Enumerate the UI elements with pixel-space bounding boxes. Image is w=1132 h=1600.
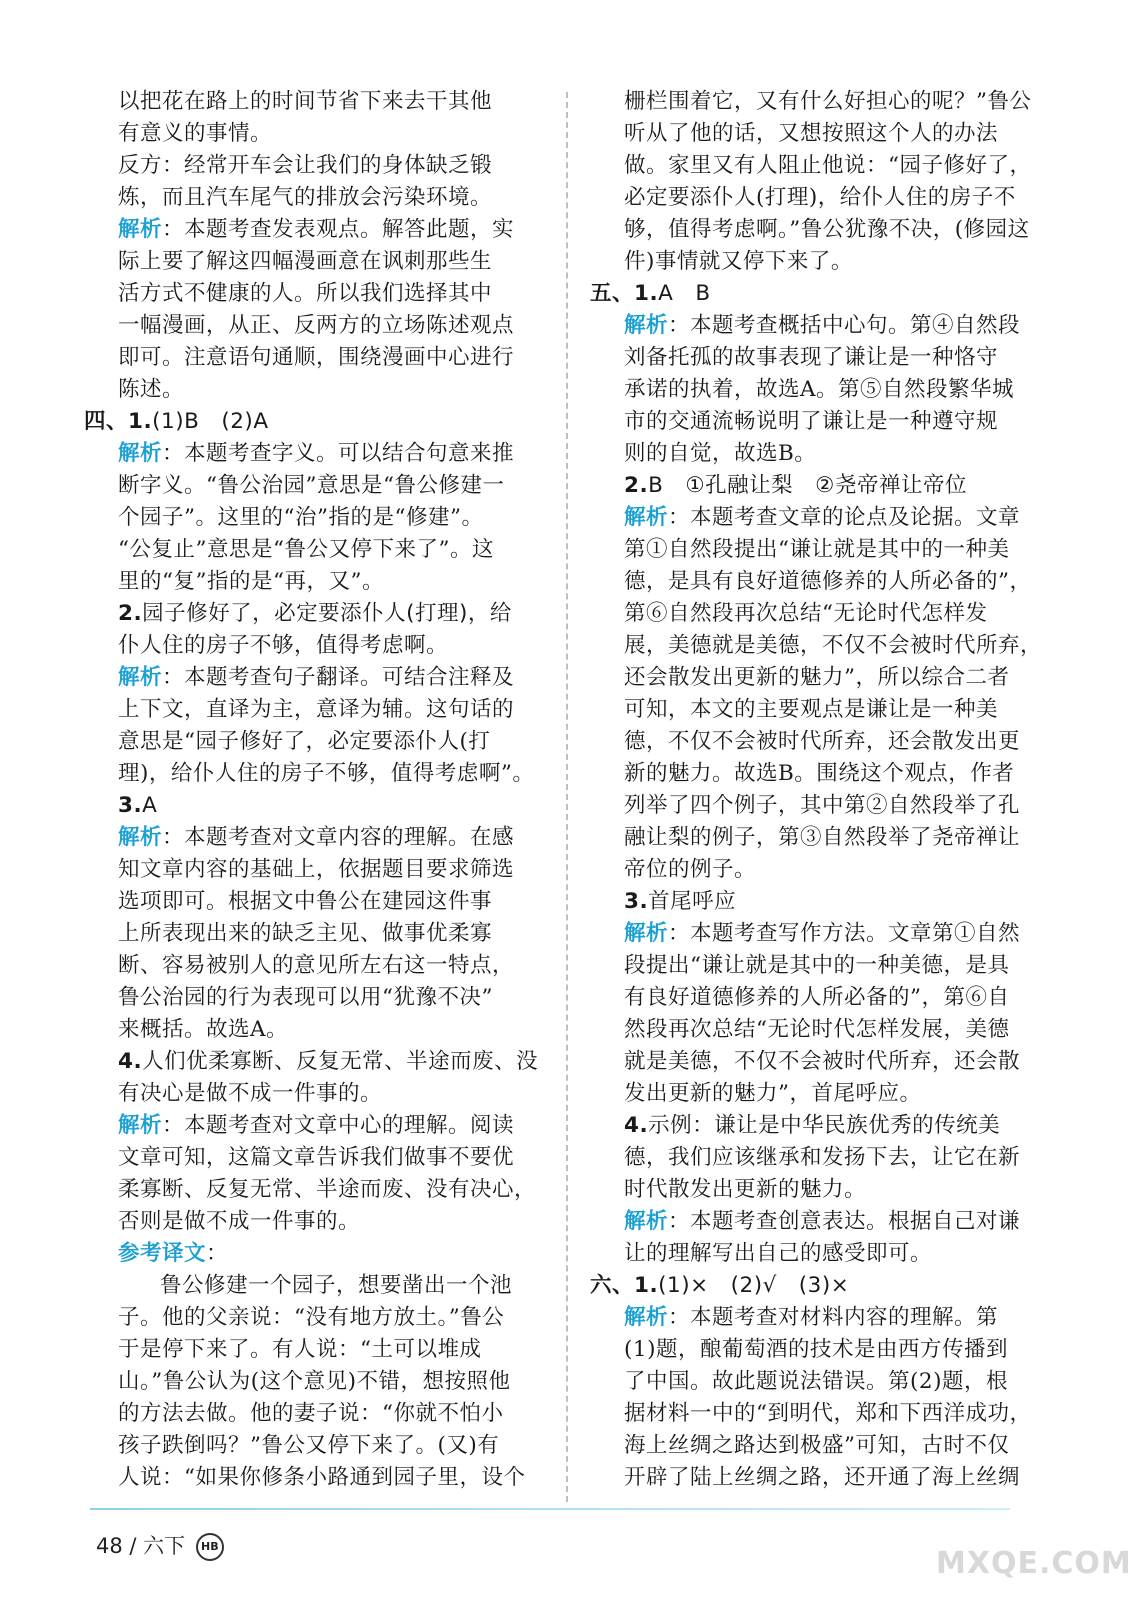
text-line: 据材料一中的“到明代，郑和下西洋成功， [624,1401,1032,1426]
analysis-label: 解析 [624,505,669,530]
text-line: 子。他的父亲说：“没有地方放土。”鲁公 [118,1305,505,1330]
analysis-label: 解析 [118,825,163,850]
question-number: 1. [634,1273,659,1298]
answer-text: 人们优柔寡断、反复无常、半途而废、没 [142,1049,539,1074]
analysis-label: 解析 [118,1113,163,1138]
text-line [624,918,1060,950]
text-line: 德，不仅不会被时代所弃，还会散发出更 [624,729,1021,754]
text-line: 断字义。“鲁公治园”意思是“鲁公修建一 [118,473,505,498]
right-column [590,86,1060,1494]
text-line: 知文章内容的基础上，依据题目要求筛选 [118,857,515,882]
analysis-label: 解析 [118,665,163,690]
left-column [84,86,554,1494]
text-line: 了中国。故此题说法错误。第(2)题，根 [624,1369,1008,1394]
text-line [118,1046,554,1078]
analysis-label: 解析 [118,217,163,242]
text-line: 的方法去做。他的妻子说：“你就不怕小 [118,1401,504,1426]
text-line: 第①自然段提出“谦让就是其中的一种美 [624,537,1010,562]
analysis-label: 解析 [624,313,669,338]
text-line: 件)事情就又停下来了。 [624,249,853,274]
text-line: 则的自觉，故选B。 [624,441,817,466]
text-line: 柔寡断、反复无常、半途而废、没有决心， [118,1177,537,1202]
text-line: 必定要添仆人(打理)，给仆人住的房子不 [624,185,1016,210]
question-number: 1. [128,409,153,434]
text-line: 第⑥自然段再次总结“无论时代怎样发 [624,601,988,626]
text-line: 陈述。 [118,377,185,402]
question-number: 1. [634,281,659,306]
analysis-label: 解析 [624,921,669,946]
text-line [118,1238,554,1270]
text-line: 融让梨的例子，第③自然段举了尧帝禅让 [624,825,1021,850]
line-text: ：本题考查对文章中心的理解。阅读 [162,1113,515,1138]
line-text: ： [206,1241,229,1266]
answer-text: 园子修好了，必定要添仆人(打理)，给 [142,601,512,626]
answer-text: 首尾呼应 [648,889,737,914]
line-text: ：本题考查句子翻译。可结合注释及 [162,665,515,690]
text-line: 文章可知，这篇文章告诉我们做事不要优 [118,1145,515,1170]
text-line [118,662,554,694]
answer-text: (1)B (2)A [152,409,269,434]
question-number: 3. [118,793,143,818]
text-line: 列举了四个例子，其中第②自然段举了孔 [624,793,1021,818]
text-line: 有意义的事情。 [118,121,273,146]
section-number: 四、 [84,409,129,434]
text-line: 承诺的执着，故选A。第⑤自然段繁华城 [624,377,1015,402]
line-text: ：本题考查字义。可以结合句意来推 [162,441,515,466]
column-divider [566,92,568,1502]
text-line [84,406,554,438]
text-line: 反方：经常开车会让我们的身体缺乏锻 [118,153,493,178]
reference-label: 参考译文 [118,1241,207,1266]
text-line [118,438,554,470]
text-line: 还会散发出更新的魅力”，所以综合二者 [624,665,1010,690]
text-line: 鲁公修建一个园子，想要凿出一个池 [160,1273,513,1298]
text-line [590,278,1060,310]
text-line: 山。”鲁公认为(这个意见)不错，想按照他 [118,1369,511,1394]
line-text: ：本题考查创意表达。根据自己对谦 [668,1209,1021,1234]
text-line: 时代散发出更新的魅力。 [624,1177,867,1202]
analysis-label: 解析 [624,1305,669,1330]
text-line: 际上要了解这四幅漫画意在讽刺那些生 [118,249,493,274]
analysis-label: 解析 [624,1209,669,1234]
text-line: 市的交通流畅说明了谦让是一种遵守规 [624,409,999,434]
text-line: 发出更新的魅力”，首尾呼应。 [624,1081,922,1106]
text-line: 理)，给仆人住的房子不够，值得考虑啊”。 [118,761,535,786]
text-line: 炼，而且汽车尾气的排放会污染环境。 [118,185,493,210]
edition-badge-icon: HB [196,1533,224,1561]
text-line: 人说：“如果你修条小路通到园子里，设个 [118,1465,526,1490]
text-line [118,1110,554,1142]
text-line: 德，我们应该继承和发扬下去，让它在新 [624,1145,1021,1170]
question-number: 3. [624,889,649,914]
question-number: 2. [118,601,143,626]
text-line [624,470,1060,502]
text-line: 以把花在路上的时间节省下来去干其他 [118,89,493,114]
text-line [624,886,1060,918]
text-line: 栅栏围着它，又有什么好担心的呢？”鲁公 [624,89,1032,114]
text-line: 孩子跌倒吗？”鲁公又停下来了。(又)有 [118,1433,500,1458]
text-line: 有决心是做不成一件事的。 [118,1081,383,1106]
answer-text: (1)× (2)√ (3)× [658,1273,850,1298]
text-line [624,502,1060,534]
text-line: (1)题，酿葡萄酒的技术是由西方传播到 [624,1337,1008,1362]
section-number: 六、 [590,1273,635,1298]
question-number: 4. [624,1113,649,1138]
text-line: 一幅漫画，从正、反两方的立场陈述观点 [118,313,515,338]
text-line: 刘备托孤的故事表现了谦让是一种恪守 [624,345,999,370]
text-line: 做。家里又有人阻止他说：“园子修好了， [624,153,1032,178]
line-text: ：本题考查文章的论点及论据。文章 [668,505,1021,530]
page-label: 48 / 六下 [96,1534,186,1558]
answer-text: 示例：谦让是中华民族优秀的传统美 [648,1113,1001,1138]
text-line: “公复止”意思是“鲁公又停下来了”。这 [118,537,494,562]
text-line: 上下文，直译为主，意译为辅。这句话的 [118,697,515,722]
answer-text: A B [658,281,711,306]
text-line [118,822,554,854]
text-line [118,790,554,822]
line-text: ：本题考查对文章内容的理解。在感 [162,825,515,850]
text-line: 选项即可。根据文中鲁公在建园这件事 [118,889,493,914]
text-line: 就是美德，不仅不会被时代所弃，还会散 [624,1049,1021,1074]
text-line: 段提出“谦让就是其中的一种美德，是具 [624,953,1010,978]
line-text: ：本题考查对材料内容的理解。第 [668,1305,999,1330]
text-line: 否则是做不成一件事的。 [118,1209,361,1234]
text-line: 让的理解写出自己的感受即可。 [624,1241,933,1266]
text-line: 有良好道德修养的人所必备的”，第⑥自 [624,985,1010,1010]
text-line [624,1206,1060,1238]
watermark-text: MXQE.COM [936,1546,1132,1581]
watermark [916,1486,1132,1596]
text-line: 上所表现出来的缺乏主见、做事优柔寡 [118,921,493,946]
section-number: 五、 [590,281,635,306]
text-line: 即可。注意语句通顺，围绕漫画中心进行 [118,345,515,370]
answer-text: B ①孔融让梨 ②尧帝禅让帝位 [648,473,967,498]
question-number: 4. [118,1049,143,1074]
text-line: 可知，本文的主要观点是谦让是一种美 [624,697,999,722]
text-line [624,1110,1060,1142]
analysis-label: 解析 [118,441,163,466]
text-line [624,1302,1060,1334]
line-text: ：本题考查写作方法。文章第①自然 [668,921,1021,946]
line-text: ：本题考查概括中心句。第④自然段 [668,313,1021,338]
footer-rule [90,1508,1010,1510]
text-line: 于是停下来了。有人说：“土可以堆成 [118,1337,482,1362]
text-line: 帝位的例子。 [624,857,757,882]
answer-text: A [142,793,158,818]
text-line: 德，是具有良好道德修养的人所必备的”， [624,569,1032,594]
text-line [624,310,1060,342]
text-line: 个园子”。这里的“治”指的是“修建”。 [118,505,484,530]
text-line: 里的“复”指的是“再，又”。 [118,569,384,594]
text-line [590,1270,1060,1302]
text-line: 活方式不健康的人。所以我们选择其中 [118,281,493,306]
text-line [118,598,554,630]
line-text: ：本题考查发表观点。解答此题，实 [162,217,515,242]
question-number: 2. [624,473,649,498]
text-line: 够，值得考虑啊。”鲁公犹豫不决，(修园这 [624,217,1030,242]
text-line: 断、容易被别人的意见所左右这一特点， [118,953,515,978]
text-line: 鲁公治园的行为表现可以用“犹豫不决” [118,985,493,1010]
page-number [96,1530,224,1561]
text-line: 仆人住的房子不够，值得考虑啊。 [118,633,449,658]
text-line [118,214,554,246]
text-line: 展，美德就是美德，不仅不会被时代所弃， [624,633,1043,658]
text-line: 然段再次总结“无论时代怎样发展，美德 [624,1017,1010,1042]
text-line: 新的魅力。故选B。围绕这个观点，作者 [624,761,1015,786]
text-line: 开辟了陆上丝绸之路，还开通了海上丝绸 [624,1465,1021,1490]
text-line: 听从了他的话，又想按照这个人的办法 [624,121,999,146]
text-line: 意思是“园子修好了，必定要添仆人(打 [118,729,491,754]
text-line: 来概括。故选A。 [118,1017,289,1042]
text-line: 海上丝绸之路达到极盛”可知，古时不仅 [624,1433,1010,1458]
